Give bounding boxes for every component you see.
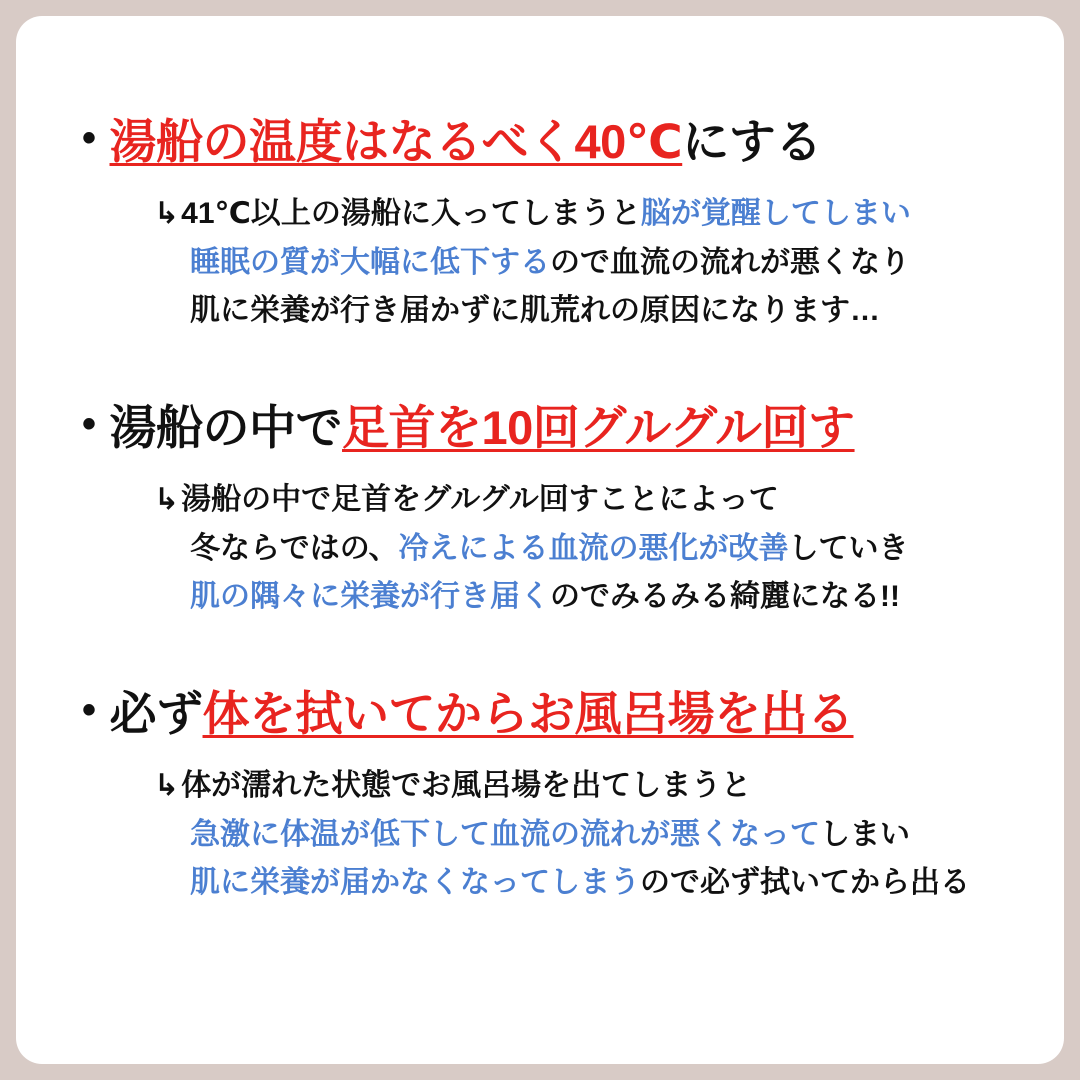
headline-highlight-3: 体を拭いてからお風呂場を出る [202,686,854,740]
arrow-icon: ↳ [154,769,180,803]
tip-headline-1 [76,112,1004,172]
bullet-icon: • [82,116,96,160]
detail-text: 体が濡れた状態でお風呂場を出てしまうと [181,769,752,803]
detail-text: 睡眠の質が大幅に低下する [190,245,550,279]
detail-text: ので必ず拭いてから出る [640,866,970,900]
tip-section-2 [76,398,1004,622]
tip-detail-3 [154,762,1004,908]
detail-text: 41℃以上の湯船に入ってしまうと [181,197,641,231]
headline-highlight-2: 足首を10回グルグル回す [342,400,855,454]
detail-line [154,190,1004,239]
tip-detail-1 [154,190,1004,336]
tip-section-3 [76,684,1004,908]
bullet-icon: • [82,687,96,732]
headline-highlight-1: 湯船の温度はなるべく40℃ [109,115,683,168]
headline-tail-1: にする [682,115,822,168]
arrow-icon: ↳ [154,483,180,517]
headline-lead-3: 必ず [109,686,203,740]
detail-line [154,573,1004,622]
detail-line [154,525,1004,574]
bullet-icon: • [82,401,96,446]
detail-text: 急激に体温が低下して血流の流れが悪くなって [190,817,820,851]
detail-text: 冷えによる血流の悪化が改善 [398,531,789,565]
detail-line [154,287,1004,336]
detail-text: していき [788,531,909,565]
detail-line [154,811,1004,860]
tip-headline-3 [76,684,1004,744]
detail-text: しまい [820,817,910,851]
detail-line [154,859,1004,908]
detail-text: 湯船の中で足首をグルグル回すことによって [181,483,779,517]
detail-text: 肌に栄養が届かなくなってしまう [190,866,640,900]
tip-section-1 [76,112,1004,336]
detail-text: 冬ならではの、 [190,531,399,565]
content-card [16,16,1064,1064]
detail-line [154,762,1004,811]
detail-text: のでみるみる綺麗になる!! [550,580,900,614]
tips-list [16,16,1064,1064]
detail-line [154,476,1004,525]
detail-text: ので血流の流れが悪くなり [550,245,910,279]
headline-lead-2: 湯船の中で [109,400,343,454]
detail-text: 脳が覚醒してしまい [640,197,911,231]
detail-text: 肌の隅々に栄養が行き届く [190,580,550,614]
arrow-icon: ↳ [154,197,180,231]
detail-line [154,239,1004,288]
tip-headline-2 [76,398,1004,458]
detail-text: 肌に栄養が行き届かずに肌荒れの原因になります… [190,294,880,328]
tip-detail-2 [154,476,1004,622]
